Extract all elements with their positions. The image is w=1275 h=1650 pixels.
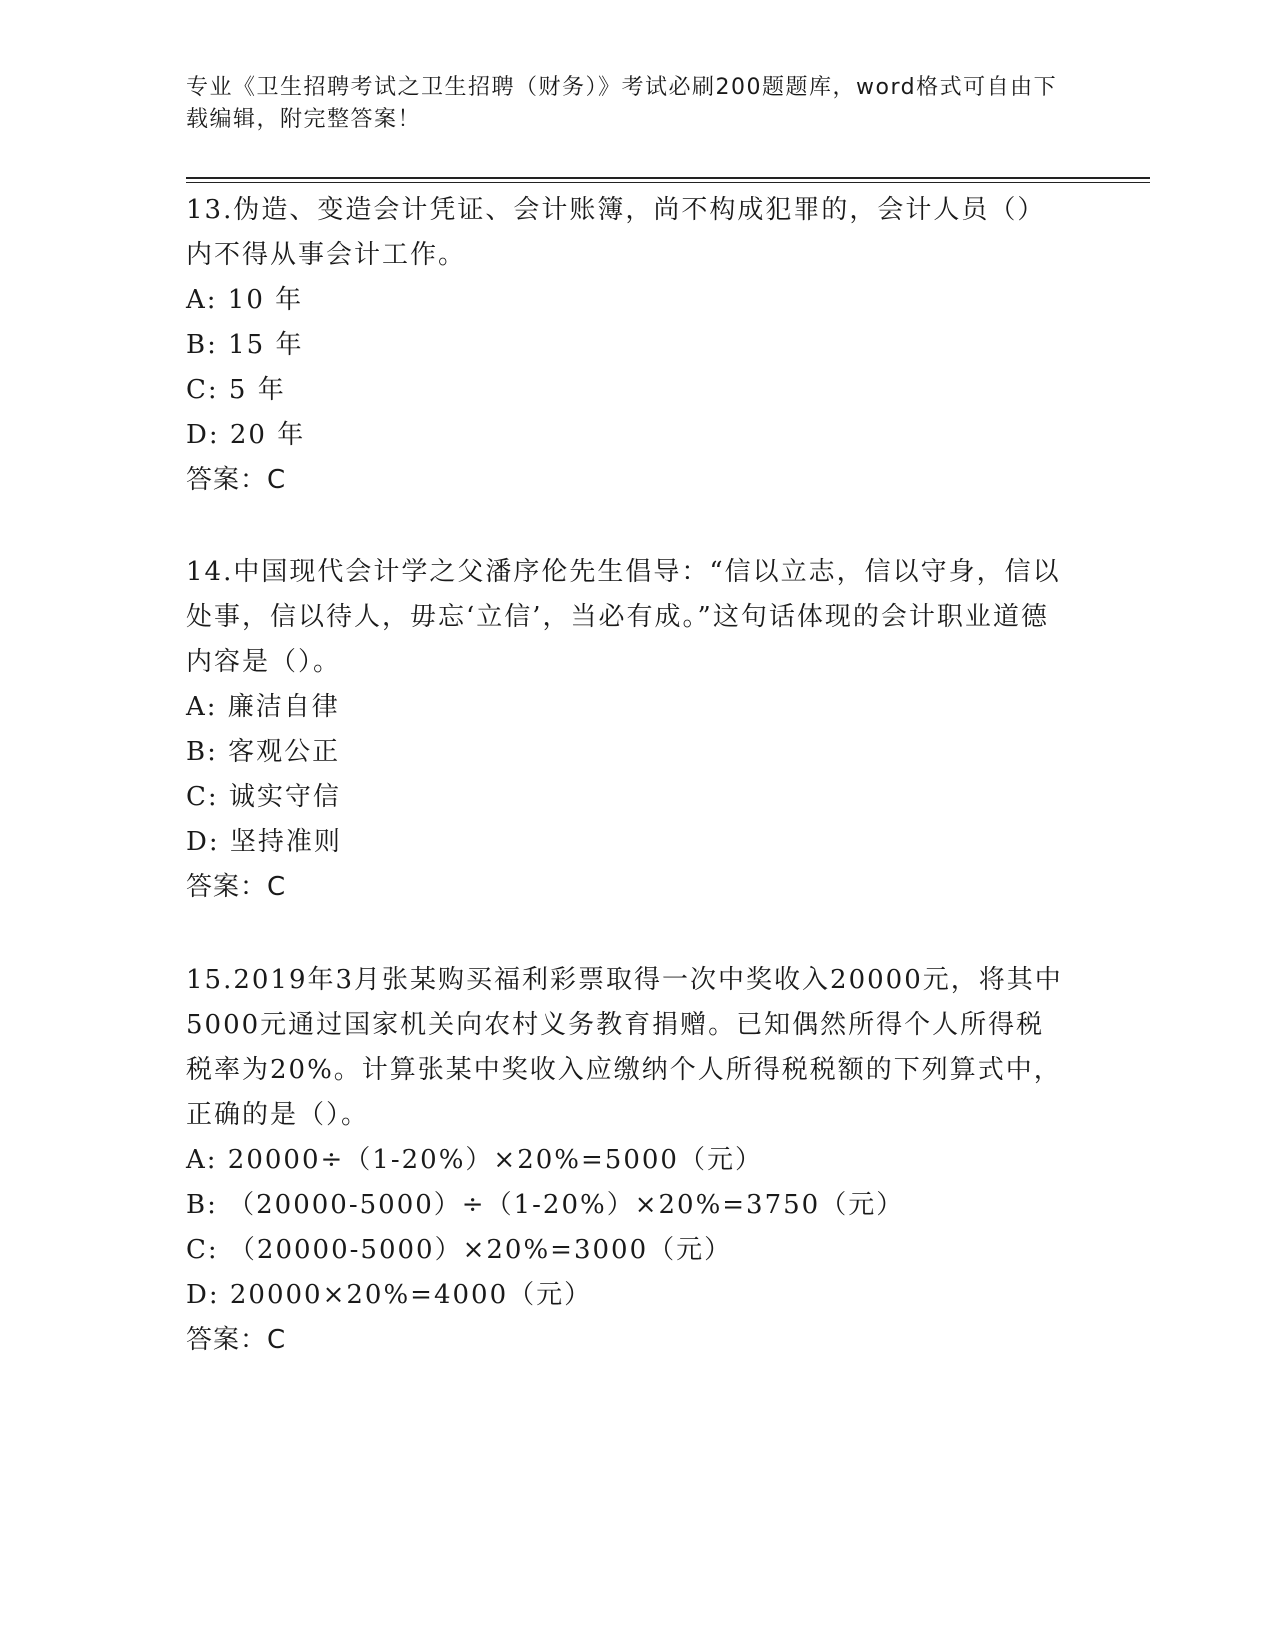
option-d: D: 20 年 xyxy=(186,420,306,450)
option-a: A: 20000÷（1-20%）×20%=5000（元） xyxy=(186,1145,763,1175)
option-a: A: 廉洁自律 xyxy=(186,692,340,722)
option-b: B: （20000-5000）÷（1-20%）×20%=3750（元） xyxy=(186,1190,905,1220)
option-c: C: （20000-5000）×20%=3000（元） xyxy=(186,1235,733,1265)
question-text: 14.中国现代会计学之父潘序伦先生倡导：“信以立志，信以守身，信以处事，信以待人，毋忘‘立信’，当必有成。”这句话体现的会计职业道德内容是（）。 xyxy=(186,557,1061,677)
answer-line: 答案：C xyxy=(186,465,287,495)
option-a: A: 10 年 xyxy=(186,285,304,315)
option-c: C: 5 年 xyxy=(186,375,286,405)
question-14 xyxy=(186,550,1066,910)
option-d: D: 坚持准则 xyxy=(186,827,342,857)
option-b: B: 15 年 xyxy=(186,330,304,360)
answer-line: 答案：C xyxy=(186,872,287,902)
question-15 xyxy=(186,958,1066,1363)
header-divider xyxy=(186,177,1150,179)
answer-line: 答案：C xyxy=(186,1325,287,1355)
option-d: D: 20000×20%=4000（元） xyxy=(186,1280,593,1310)
question-text: 13.伪造、变造会计凭证、会计账簿，尚不构成犯罪的，会计人员（）内不得从事会计工作。 xyxy=(186,195,1046,270)
header-divider-thin xyxy=(186,182,1150,183)
question-13 xyxy=(186,188,1066,503)
option-c: C: 诚实守信 xyxy=(186,782,341,812)
option-b: B: 客观公正 xyxy=(186,737,341,767)
question-text: 15.2019年3月张某购买福利彩票取得一次中奖收入20000元，将其中5000元通过国家机关向农村义务教育捐赠。已知偶然所得个人所得税税率为20%。计算张某中奖收入应缴纳个人所得税税额的下列算式中，正确的是（）。 xyxy=(186,965,1063,1130)
document-header: 专业《卫生招聘考试之卫生招聘（财务）》考试必刷200题题库，word格式可自由下载编辑，附完整答案！ xyxy=(186,75,1058,132)
